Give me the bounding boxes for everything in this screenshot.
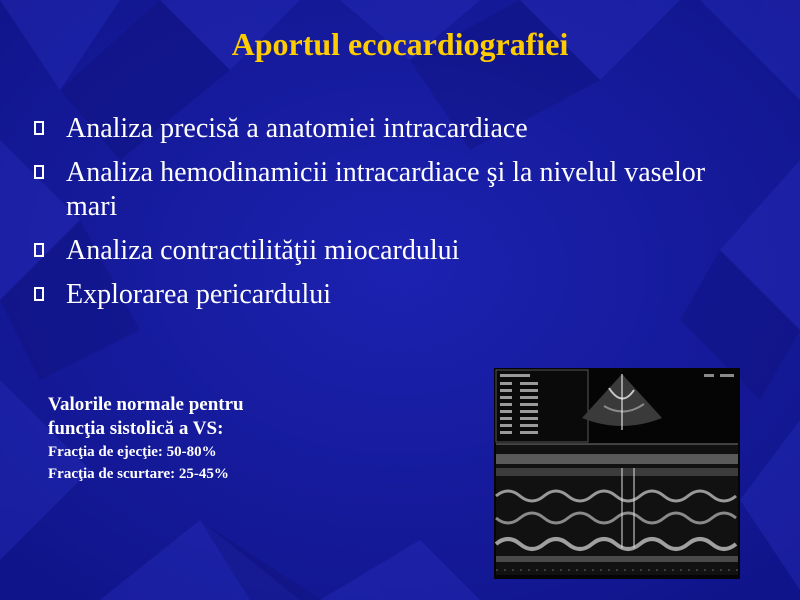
bullet-item: [30, 112, 750, 146]
values-heading-line1: Valorile normale pentru: [48, 394, 244, 415]
bullet-marker-icon: [34, 121, 44, 135]
bullet-item: [30, 156, 750, 224]
bullet-text: Analiza contractilităţii miocardului: [66, 235, 460, 266]
bullet-text: Analiza precisă a anatomiei intracardiace: [66, 113, 528, 144]
bullet-text: Analiza hemodinamicii intracardiace şi la nivelul vaselor mari: [66, 157, 706, 222]
bullet-marker-icon: [34, 165, 44, 179]
ejection-fraction-line: Fracţia de ejecţie: 50-80%: [48, 444, 217, 460]
bullet-marker-icon: [34, 287, 44, 301]
bullet-marker-icon: [34, 243, 44, 257]
bullet-item: [30, 278, 750, 312]
slide-title: Aportul ecocardiografiei: [231, 26, 569, 62]
shortening-fraction-line: Fracţia de scurtare: 25-45%: [48, 466, 229, 482]
bullet-text: Explorarea pericardului: [66, 279, 332, 310]
normal-values-box: [48, 393, 348, 485]
values-heading-line2: funcţia sistolică a VS:: [48, 418, 224, 439]
bullet-item: [30, 234, 750, 268]
echocardiogram-image: [494, 368, 740, 579]
bullet-list: [30, 112, 750, 322]
